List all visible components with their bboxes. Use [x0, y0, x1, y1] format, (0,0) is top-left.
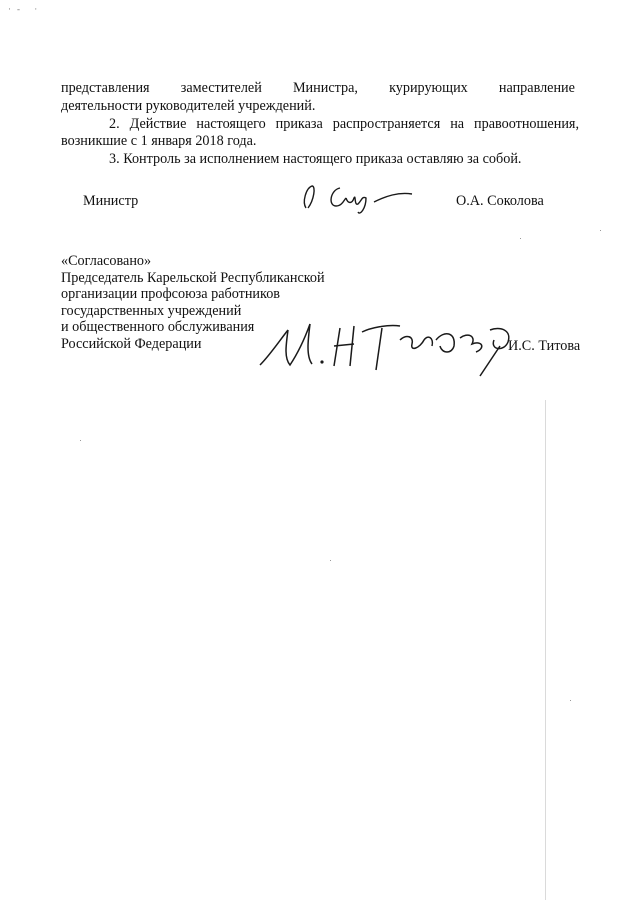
- agreed-line: и общественного обслуживания: [61, 319, 255, 335]
- scan-speck: [80, 440, 81, 441]
- chair-name: И.С. Титова: [508, 338, 581, 354]
- agreed-line: государственных учреждений: [61, 302, 242, 319]
- scan-speck: [600, 230, 601, 231]
- paragraph-1-continuation: деятельности руководителей учреждений.: [61, 98, 316, 114]
- scan-speck: [330, 560, 331, 561]
- word: заместителей: [180, 80, 262, 96]
- paragraph-2-continuation: возникшие с 1 января 2018 года.: [61, 133, 257, 149]
- agreed-line: Российской Федерации: [61, 335, 202, 352]
- minister-title: Министр: [83, 193, 139, 209]
- minister-name: О.А. Соколова: [456, 193, 544, 209]
- scan-edge-line: [545, 400, 546, 900]
- minister-signature: [300, 178, 420, 218]
- word: Министра,: [292, 80, 358, 96]
- agreed-line: Председатель Карельской Республиканской: [61, 269, 325, 286]
- scan-artifact: ·- ·: [8, 4, 44, 14]
- paragraph-3: 3. Контроль за исполнением настоящего приказа оставляю за собой.: [109, 151, 522, 167]
- agreed-heading: «Согласовано»: [61, 253, 152, 269]
- scan-speck: [520, 238, 521, 239]
- paragraph-1-line: [61, 80, 575, 96]
- word: представления: [61, 80, 150, 96]
- paragraph-2: 2. Действие настоящего приказа распространяется на правоотношения,: [109, 116, 579, 132]
- agreed-block: [61, 253, 325, 352]
- word: курирующих: [389, 80, 468, 96]
- agreed-line: организации профсоюза работников: [61, 286, 280, 302]
- word: направление: [498, 80, 575, 96]
- scan-speck: [570, 700, 571, 701]
